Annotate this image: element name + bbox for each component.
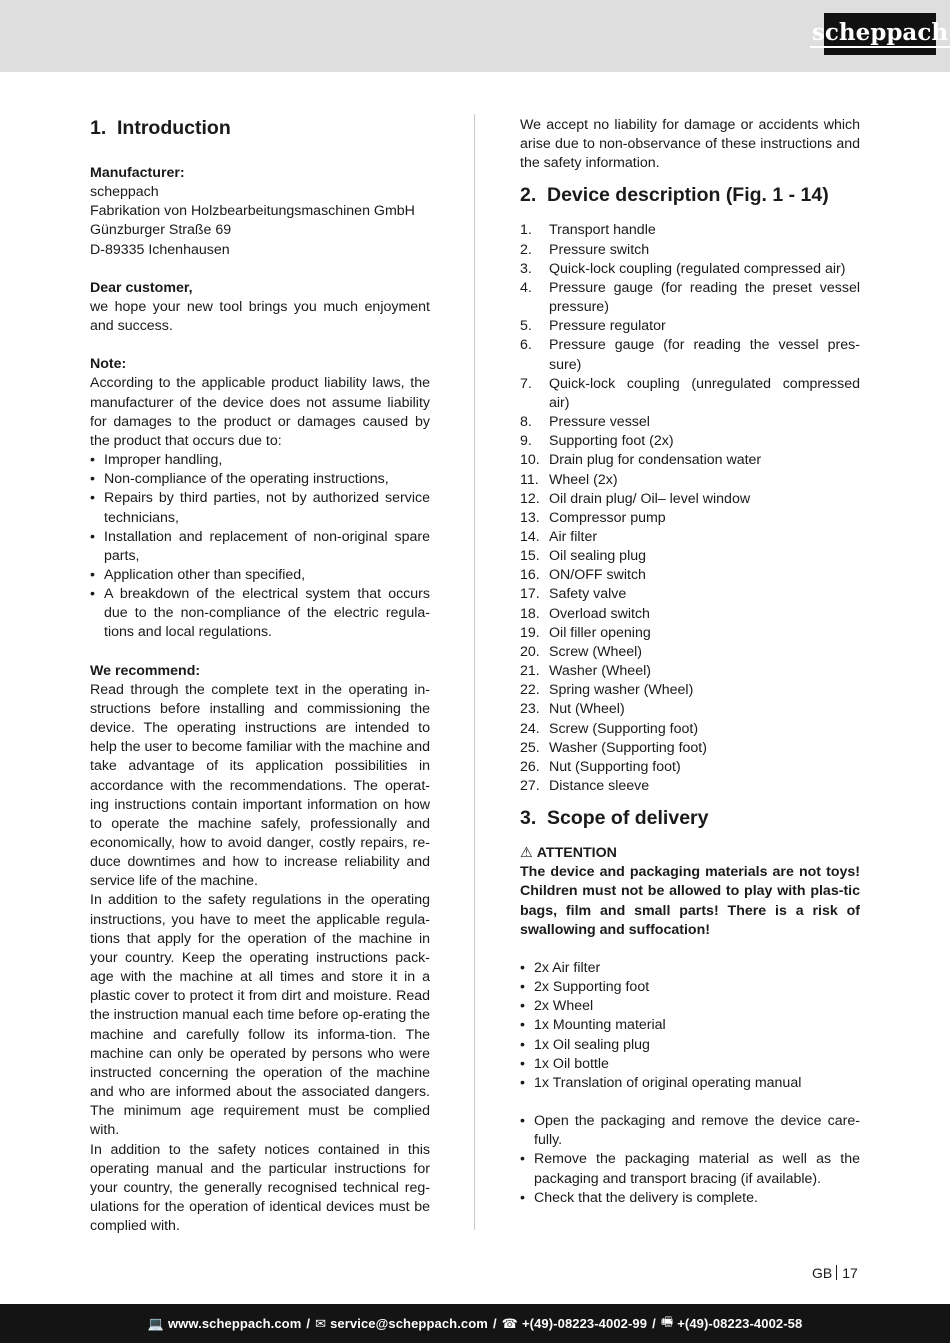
list-item bbox=[520, 720, 860, 739]
item-number: 9. bbox=[520, 433, 532, 450]
item-label: Oil sealing plug bbox=[549, 548, 647, 565]
telephone-icon: ☎ bbox=[501, 1315, 518, 1331]
item-number: 14. bbox=[520, 528, 540, 545]
list-item bbox=[520, 451, 860, 470]
list-item bbox=[520, 758, 860, 777]
list-item bbox=[520, 221, 860, 240]
list-item: • Non-compliance of the operating instructions, bbox=[90, 470, 430, 489]
left-column bbox=[90, 116, 430, 1236]
item-number: 4. bbox=[520, 279, 532, 296]
list-item bbox=[520, 490, 860, 509]
item-label: Pressure switch bbox=[549, 241, 650, 258]
list-item: • Installation and replacement of non-original spare parts, bbox=[90, 528, 430, 566]
list-item: • Open the packaging and remove the device care-fully. bbox=[520, 1112, 860, 1150]
list-item bbox=[520, 279, 860, 317]
recommend-paragraph: Read through the complete text in the operating in-structions before installing and commissioning the device. The operating instructions are intended to help the user to become familiar with the machine and take advantage of its application possibilities in accordance with the recommendations. The operat-ing instructions contain important information on how to operate the machine safely, professionally and economically, how to avoid danger, costly repairs, re-duce downtimes and how to increase reliability and service life of the machine. bbox=[90, 681, 430, 890]
manufacturer-address: scheppach Fabrikation von Holzbearbeitungsmaschinen GmbH Günzburger Straße 69 D-89335 Ichenhausen bbox=[90, 184, 415, 258]
list-item bbox=[520, 432, 860, 451]
list-item bbox=[520, 739, 860, 758]
item-number: 1. bbox=[520, 222, 532, 239]
item-number: 21. bbox=[520, 663, 540, 680]
item-label: Pressure gauge (for reading the preset vessel pressure) bbox=[549, 279, 860, 316]
footer-contact-bar: 💻 www.scheppach.com / ✉ service@scheppach.com / ☎ +(49)-08223-4002-99 / 🖷 +(49)-08223-4002-58 bbox=[0, 1304, 950, 1343]
item-number: 10. bbox=[520, 452, 540, 469]
list-item bbox=[520, 777, 860, 796]
note-text: According to the applicable product liability laws, the manufacturer of the device does not assume liability for damages to the product or damages caused by the product that occurs due to: bbox=[90, 375, 430, 449]
manufacturer-label: Manufacturer: bbox=[90, 165, 185, 181]
item-label: Pressure gauge (for reading the vessel pres-sure) bbox=[549, 337, 860, 373]
item-label: Washer (Wheel) bbox=[549, 663, 651, 680]
item-number: 5. bbox=[520, 318, 532, 335]
item-label: Spring washer (Wheel) bbox=[549, 682, 694, 699]
list-item: • A breakdown of the electrical system that occurs due to the non-compliance of the electric regula-tions and local regulations. bbox=[90, 585, 430, 642]
list-item bbox=[520, 585, 860, 604]
liability-text: We accept no liability for damage or accidents which arise due to non-observance of these instructions and the safety information. bbox=[520, 117, 860, 172]
list-item bbox=[520, 605, 860, 624]
unpacking-steps-list bbox=[520, 1112, 860, 1208]
list-item: • 2x Wheel bbox=[520, 997, 860, 1016]
item-label: Screw (Supporting foot) bbox=[549, 720, 699, 737]
envelope-icon: ✉ bbox=[315, 1315, 327, 1331]
note-label: Note: bbox=[90, 356, 127, 373]
item-label: Pressure vessel bbox=[549, 414, 650, 431]
footer-website[interactable]: www.scheppach.com bbox=[167, 1316, 302, 1331]
item-label: ON/OFF switch bbox=[549, 567, 646, 584]
item-number: 26. bbox=[520, 758, 540, 775]
list-item: • 2x Air filter bbox=[520, 959, 860, 978]
item-number: 13. bbox=[520, 509, 540, 526]
note-bullet-list bbox=[90, 451, 430, 643]
list-item bbox=[520, 662, 860, 681]
list-item bbox=[520, 413, 860, 432]
item-label: Compressor pump bbox=[549, 509, 666, 526]
list-item bbox=[520, 566, 860, 585]
item-number: 12. bbox=[520, 490, 540, 507]
list-item: • 1x Translation of original operating manual bbox=[520, 1074, 860, 1093]
recommend-paragraph: In addition to the safety notices contained in this operating manual and the particular instructions for your country, the generally recognised technical reg-ulations for the operation of identical devices must be complied with. bbox=[90, 1141, 430, 1235]
dear-customer-text: we hope your new tool brings you much enjoyment and success. bbox=[90, 298, 430, 335]
item-label: Screw (Wheel) bbox=[549, 643, 643, 660]
item-label: Overload switch bbox=[549, 605, 650, 622]
item-number: 27. bbox=[520, 778, 540, 794]
item-number: 17. bbox=[520, 586, 540, 603]
list-item bbox=[520, 260, 860, 279]
right-column bbox=[520, 116, 860, 1208]
item-number: 22. bbox=[520, 682, 540, 699]
item-label: Wheel (2x) bbox=[549, 471, 618, 488]
item-number: 6. bbox=[520, 337, 532, 354]
item-label: Supporting foot (2x) bbox=[549, 433, 674, 450]
list-item: • 1x Oil bottle bbox=[520, 1055, 860, 1074]
item-number: 18. bbox=[520, 605, 540, 622]
list-item: • Application other than specified, bbox=[90, 566, 430, 585]
item-number: 8. bbox=[520, 414, 532, 431]
section-heading-scope-of-delivery: 3. Scope of delivery bbox=[520, 807, 709, 830]
item-number: 16. bbox=[520, 567, 540, 584]
list-item: • Remove the packaging material as well as the packaging and transport bracing (if available). bbox=[520, 1150, 860, 1188]
list-item bbox=[520, 241, 860, 260]
scheppach-logo: scheppach bbox=[824, 13, 936, 55]
list-item: • 2x Supporting foot bbox=[520, 978, 860, 997]
list-item bbox=[520, 317, 860, 336]
list-item: • 1x Oil sealing plug bbox=[520, 1036, 860, 1055]
item-label: Quick-lock coupling (unregulated compressed air) bbox=[549, 375, 860, 411]
computer-icon: 💻 bbox=[147, 1315, 164, 1331]
list-item bbox=[520, 700, 860, 719]
item-number: 11. bbox=[520, 471, 539, 488]
list-item: • Repairs by third parties, not by authorized service technicians, bbox=[90, 489, 430, 527]
recommend-label: We recommend: bbox=[90, 662, 201, 679]
item-number: 25. bbox=[520, 739, 540, 756]
attention-label: ⚠ ATTENTION bbox=[520, 845, 617, 862]
footer-fax: +(49)-08223-4002-58 bbox=[677, 1316, 803, 1331]
item-label: Pressure regulator bbox=[549, 318, 666, 335]
item-number: 2. bbox=[520, 241, 532, 258]
item-number: 15. bbox=[520, 548, 540, 565]
footer-email[interactable]: service@scheppach.com bbox=[330, 1316, 488, 1331]
item-number: 3. bbox=[520, 260, 532, 277]
fax-icon: 🖷 bbox=[660, 1313, 674, 1329]
dear-customer-label: Dear customer, bbox=[90, 279, 193, 296]
header-band bbox=[0, 0, 950, 72]
item-label: Nut (Supporting foot) bbox=[549, 758, 681, 775]
list-item bbox=[520, 681, 860, 700]
list-item bbox=[520, 471, 860, 490]
item-number: 23. bbox=[520, 701, 540, 718]
item-label: Transport handle bbox=[549, 222, 656, 239]
list-item bbox=[520, 547, 860, 566]
list-item bbox=[520, 375, 860, 413]
list-item bbox=[520, 528, 860, 547]
warning-triangle-icon: ⚠ bbox=[520, 845, 533, 862]
item-label: Safety valve bbox=[549, 586, 627, 603]
section-heading-device-description: 2. Device description (Fig. 1 - 14) bbox=[520, 184, 829, 207]
item-number: 20. bbox=[520, 643, 540, 660]
delivery-items-list bbox=[520, 959, 860, 1093]
item-label: Distance sleeve bbox=[549, 778, 650, 794]
item-label: Air filter bbox=[549, 528, 598, 545]
section-heading-introduction: 1. Introduction bbox=[90, 117, 231, 139]
item-number: 19. bbox=[520, 624, 540, 641]
item-label: Drain plug for condensation water bbox=[549, 452, 762, 469]
item-label: Oil filler opening bbox=[549, 624, 651, 641]
list-item bbox=[520, 643, 860, 662]
list-item: • Check that the delivery is complete. bbox=[520, 1189, 860, 1208]
column-divider bbox=[474, 114, 475, 1230]
page-number: GB 17 bbox=[812, 1265, 858, 1281]
item-label: Oil drain plug/ Oil– level window bbox=[549, 490, 751, 507]
item-number: 24. bbox=[520, 720, 540, 737]
item-label: Quick-lock coupling (regulated compressed air) bbox=[549, 260, 846, 277]
list-item: • 1x Mounting material bbox=[520, 1016, 860, 1035]
list-item bbox=[520, 336, 860, 374]
attention-text: The device and packaging materials are not toys! Children must not be allowed to play with plas-tic bags, film and small parts! There is a risk of swallowing and suffocation! bbox=[520, 864, 860, 938]
list-item bbox=[520, 624, 860, 643]
footer-phone: +(49)-08223-4002-99 bbox=[521, 1316, 648, 1331]
item-label: Washer (Supporting foot) bbox=[549, 739, 707, 756]
item-number: 7. bbox=[520, 375, 532, 392]
device-parts-list bbox=[520, 221, 860, 796]
list-item: • Improper handling, bbox=[90, 451, 430, 470]
recommend-paragraph: In addition to the safety regulations in the operating instructions, you have to meet the applicable regula-tions that apply for the operation of the machine in your country. Keep the operating instructions pack-age with the machine at all times and store it in a plastic cover to protect it from dirt and moisture. Read the instruction manual each time before op-erating the machine and carefully follow its informa-tion. The machine can only be operated by persons who were instructed concerning the operation of the machine and who are informed about the associated dangers. The minimum age requirement must be complied with. bbox=[90, 892, 430, 1139]
list-item bbox=[520, 509, 860, 528]
item-label: Nut (Wheel) bbox=[549, 701, 625, 718]
